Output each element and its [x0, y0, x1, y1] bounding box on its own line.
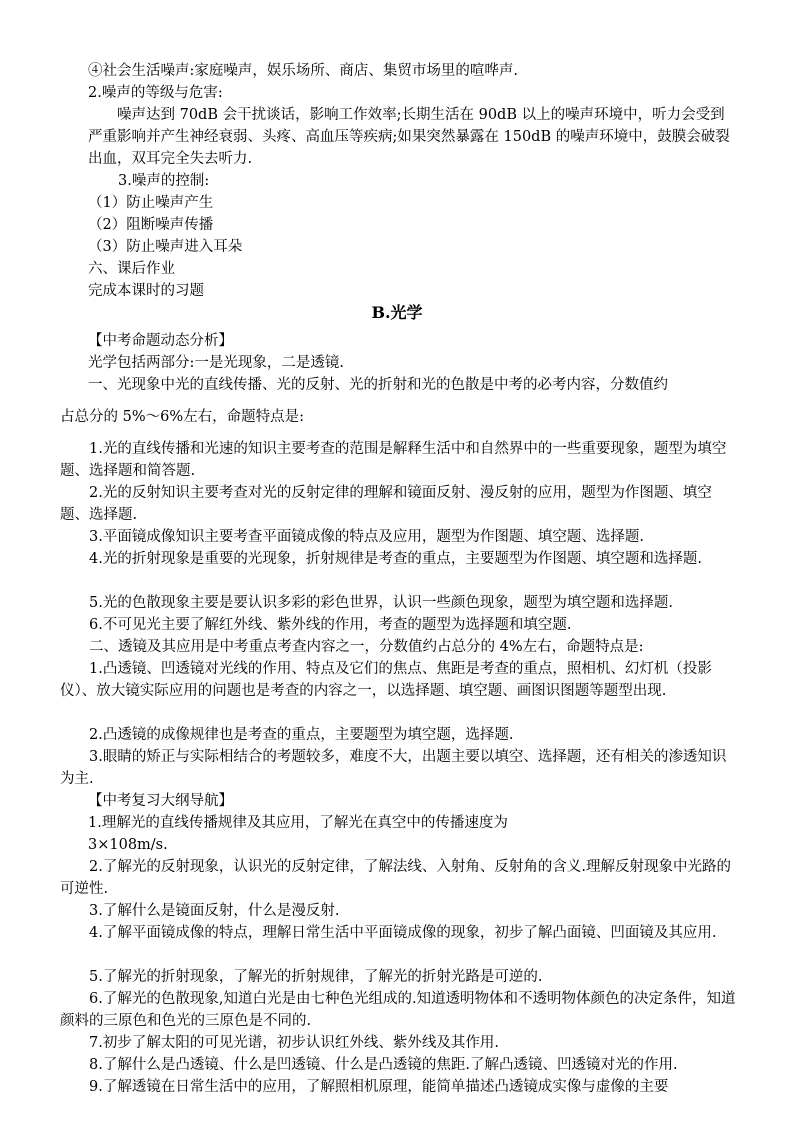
paragraph: 4.光的折射现象是重要的光现象，折射规律是考查的重点，主要题型为作图题、填空题和选择题.	[89, 551, 702, 567]
paragraph: 9.了解透镜在日常生活中的应用，了解照相机原理，能简单描述凸透镜成实像与虚像的主要	[89, 1079, 669, 1095]
paragraph: 5.了解光的折射现象，了解光的折射规律，了解光的折射光路是可逆的.	[89, 969, 543, 985]
paragraph: 4.了解平面镜成像的特点，理解日常生活中平面镜成像的现象，初步了解凸面镜、凹面镜及其应用.	[89, 925, 717, 941]
paragraph: 3×108m/s.	[88, 837, 168, 853]
paragraph: 1.凸透镜、凹透镜对光线的作用、特点及它们的焦点、焦距是考查的重点，照相机、幻灯机（投影仪）、放大镜实际应用的问题也是考查的内容之一，以选择题、填空题、画图识图题等题型出现.	[60, 661, 712, 699]
list-item: （1）防止噪声产生	[88, 195, 214, 211]
paragraph: 1.光的直线传播和光速的知识主要考查的范围是解释生活中和自然界中的一些重要现象，题型为填空题、选择题和简答题.	[60, 441, 727, 479]
paragraph: 6.了解光的色散现象,知道白光是由七种色光组成的.知道透明物体和不透明物体颜色的决定条件，知道颜料的三原色和色光的三原色是不同的.	[60, 991, 736, 1029]
paragraph: 2.噪声的等级与危害:	[88, 85, 223, 101]
paragraph: 8.了解什么是凸透镜、什么是凹透镜、什么是凸透镜的焦距.了解凸透镜、凹透镜对光的作用.	[89, 1057, 678, 1073]
section-title: B.光学	[371, 303, 423, 322]
section-heading: 六、课后作业	[88, 261, 175, 277]
paragraph: 2.光的反射知识主要考查对光的反射定律的理解和镜面反射、漫反射的应用，题型为作图题、填空题、选择题.	[60, 485, 712, 523]
section-heading: 【中考复习大纲导航】	[88, 793, 233, 809]
paragraph: 1.理解光的直线传播规律及其应用，了解光在真空中的传播速度为	[88, 815, 508, 831]
paragraph: 3.平面镜成像知识主要考查平面镜成像的特点及应用，题型为作图题、填空题、选择题.	[89, 529, 644, 545]
paragraph: 二、透镜及其应用是中考重点考查内容之一，分数值约占总分的 4%左右，命题特点是:	[89, 639, 644, 655]
paragraph: ④社会生活噪声:家庭噪声，娱乐场所、商店、集贸市场里的喧哗声.	[88, 63, 518, 79]
paragraph: 一、光现象中光的直线传播、光的反射、光的折射和光的色散是中考的必考内容，分数值约	[88, 377, 668, 393]
paragraph: 2.凸透镜的成像规律也是考查的重点，主要题型为填空题，选择题.	[89, 727, 514, 743]
paragraph: 3.噪声的控制:	[118, 173, 210, 189]
paragraph: 光学包括两部分:一是光现象，二是透镜.	[88, 355, 344, 371]
paragraph: 7.初步了解太阳的可见光谱，初步认识红外线、紫外线及其作用.	[89, 1035, 499, 1051]
paragraph: 3.眼睛的矫正与实际相结合的考题较多，难度不大，出题主要以填空、选择题，还有相关的渗透知识为主.	[60, 749, 727, 787]
paragraph: 占总分的 5%～6%左右，命题特点是:	[60, 409, 304, 425]
paragraph: 3.了解什么是镜面反射，什么是漫反射.	[89, 903, 340, 919]
paragraph: 2.了解光的反射现象，认识光的反射定律，了解法线、入射角、反射角的含义.理解反射现象中光路的可逆性.	[60, 859, 731, 897]
paragraph: 完成本课时的习题	[88, 283, 204, 299]
list-item: （3）防止噪声进入耳朵	[88, 239, 243, 255]
paragraph: 5.光的色散现象主要是要认识多彩的彩色世界，认识一些颜色现象，题型为填空题和选择题.	[89, 595, 673, 611]
section-heading: 【中考命题动态分析】	[88, 333, 233, 349]
paragraph: 6.不可见光主要了解红外线、紫外线的作用，考查的题型为选择题和填空题.	[89, 617, 572, 633]
paragraph: 噪声达到 70dB 会干扰谈话，影响工作效率;长期生活在 90dB 以上的噪声环境中，听力会受到严重影响并产生神经衰弱、头疼、高血压等疾病;如果突然暴露在 150dB 的噪声环境中，鼓膜会破裂出血，双耳完全失去听力.	[88, 107, 730, 167]
list-item: （2）阻断噪声传播	[88, 217, 214, 233]
